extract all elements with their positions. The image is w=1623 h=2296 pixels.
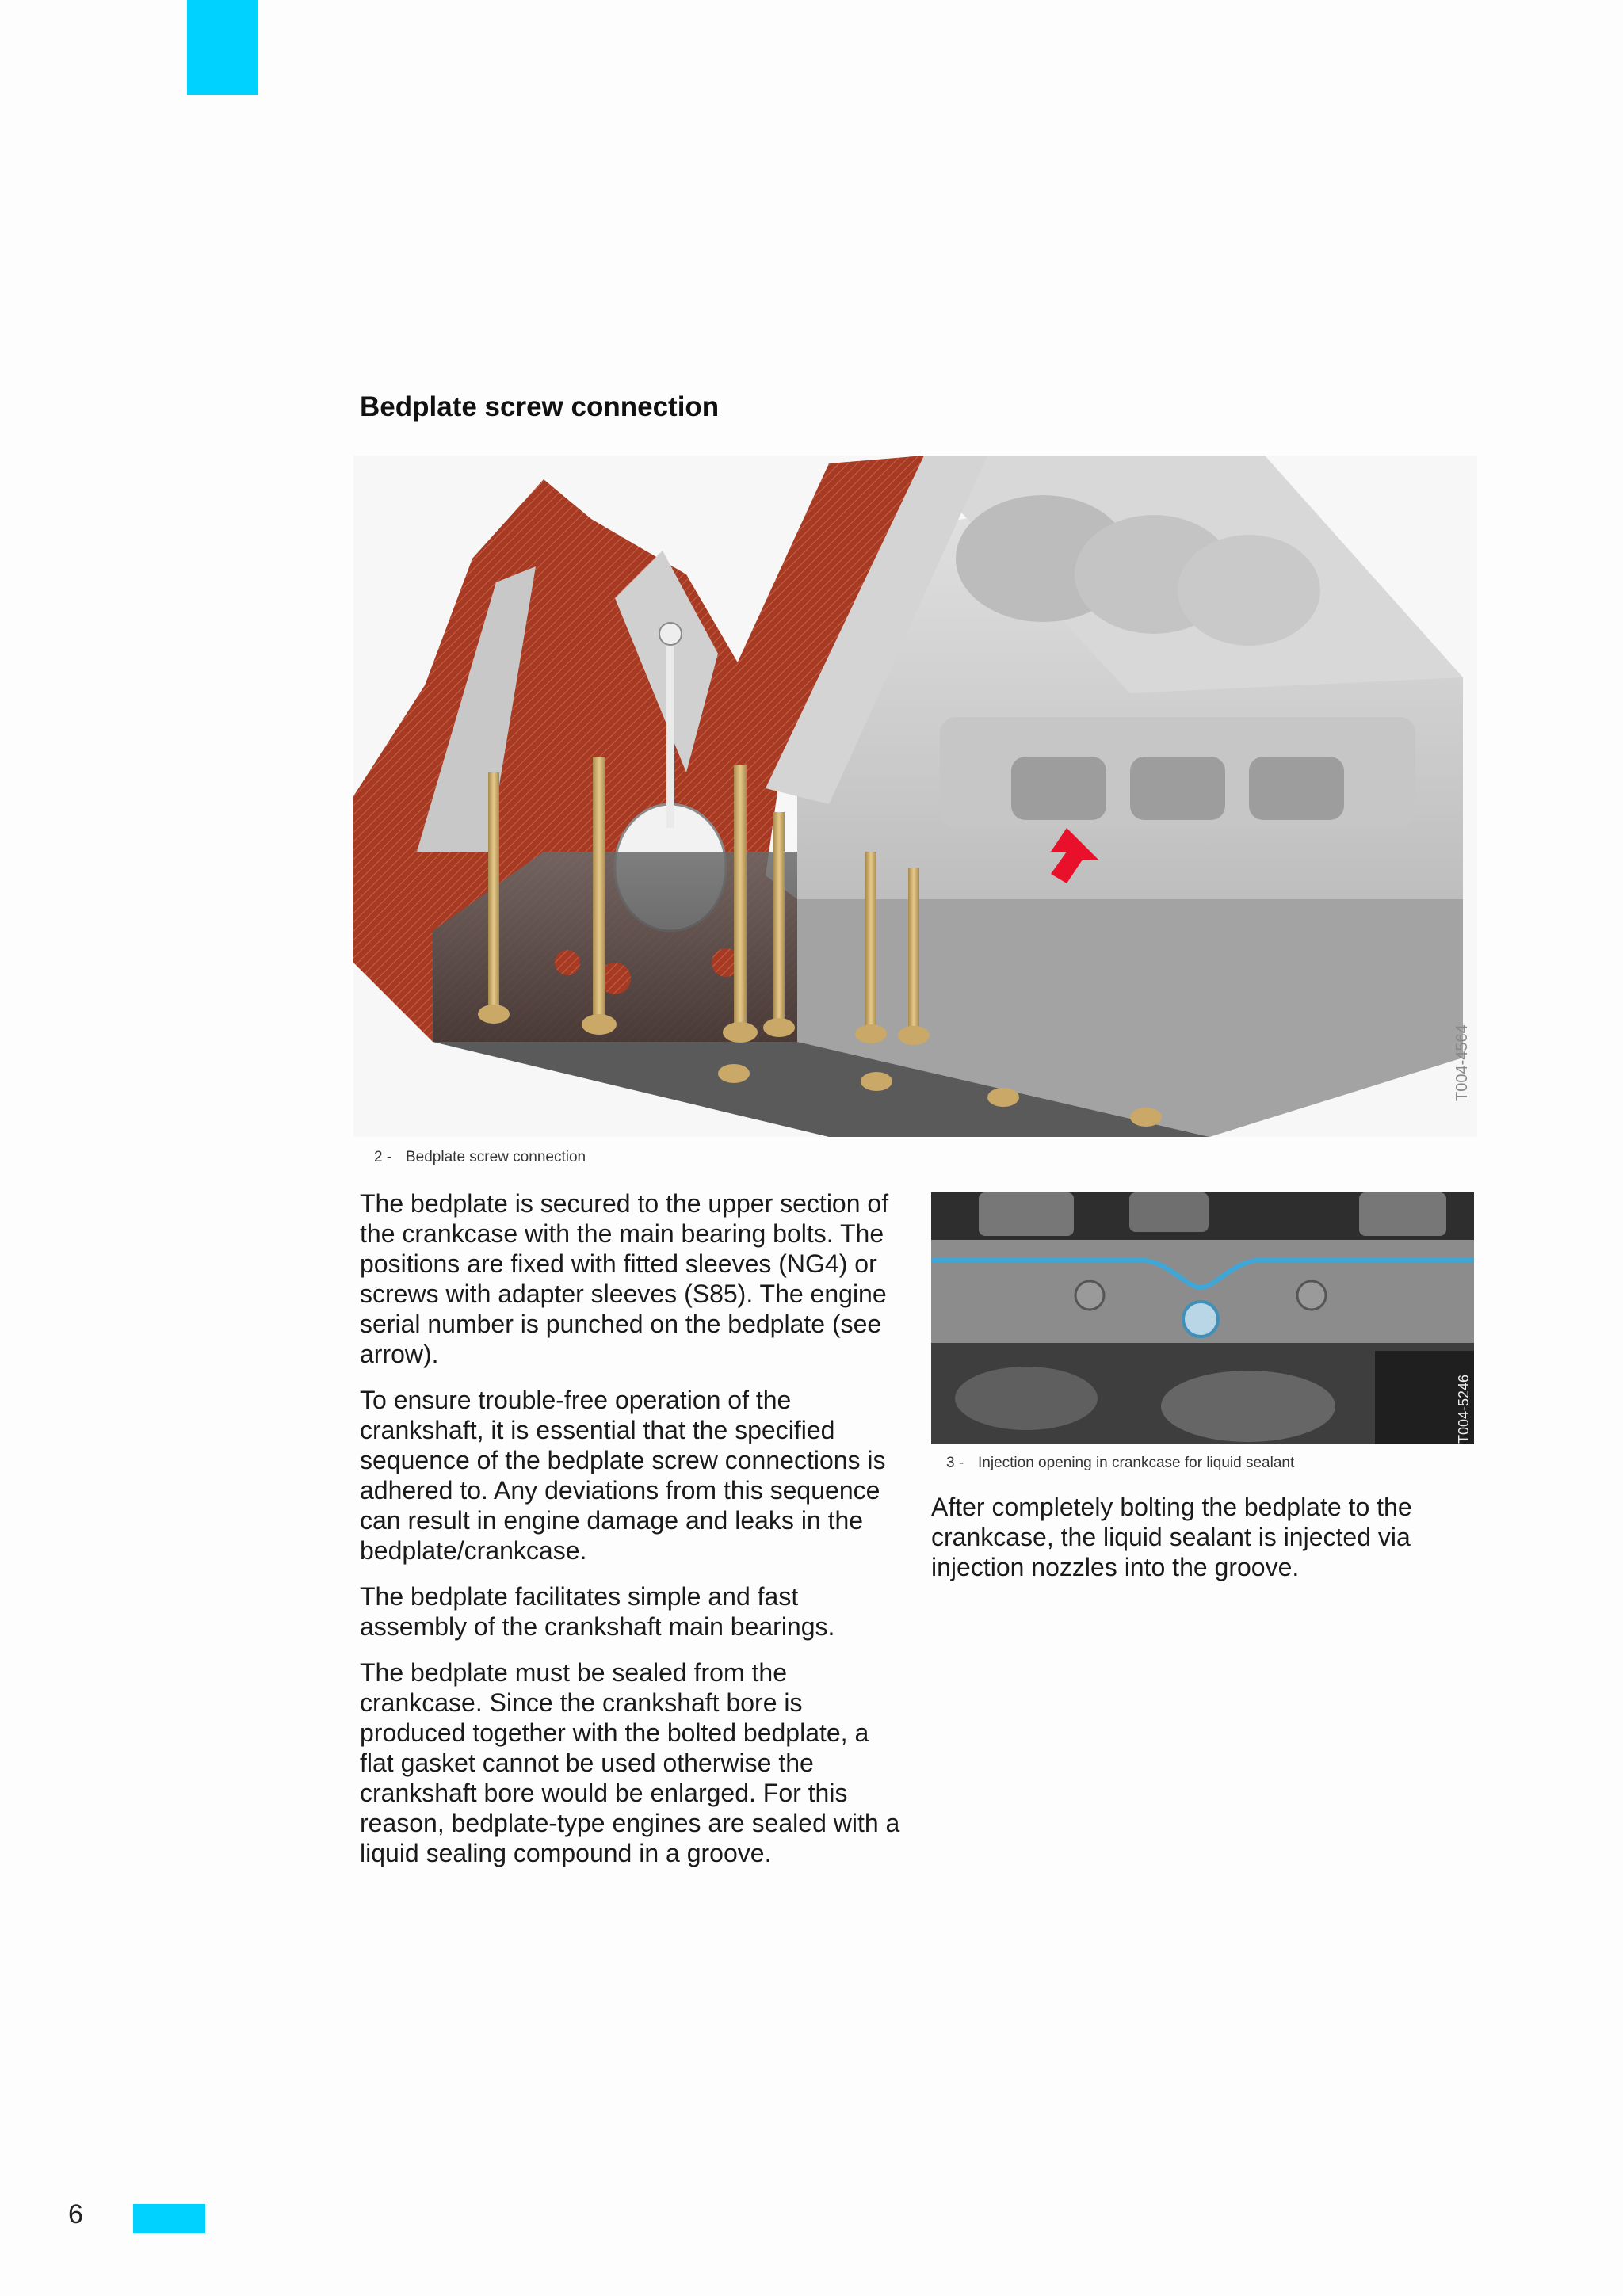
paragraph: To ensure trouble-free operation of the crankshaft, it is essential that the specified sequence of the bedplate screw connections is adhered to. Any deviations from this sequence can result in engine damage and leaks in the bedplate/crankcase. [360, 1386, 886, 1565]
figure-code: T004-5246 [1456, 1374, 1472, 1444]
figure-caption [374, 1149, 586, 1166]
figure-caption-text: Bedplate screw connection [406, 1149, 586, 1165]
figure-caption [946, 1455, 1294, 1472]
figure-code: T004-4564 [1453, 1024, 1471, 1101]
section-title: Bedplate screw connection [360, 391, 720, 422]
figure-caption-number: 3 - [946, 1455, 964, 1471]
accent-bar-bottom [133, 2204, 205, 2233]
sealant-injection-photo [931, 1192, 1474, 1444]
accent-bar-top [187, 0, 258, 95]
paragraph: The bedplate must be sealed from the crankcase. Since the crankshaft bore is produced together with the bolted bedplate, a flat gasket cannot be used otherwise the crankshaft bore would be enlarged. For this reason, bedplate-type engines are sealed with a liquid sealing compound in a groove. [360, 1658, 900, 1867]
page-number: 6 [68, 2199, 83, 2229]
paragraph: The bedplate facilitates simple and fast assembly of the crankshaft main bearings. [360, 1582, 835, 1641]
body-text-right [931, 1492, 1478, 1598]
body-text-left [360, 1188, 907, 1884]
figure-caption-text: Injection opening in crankcase for liquid sealant [978, 1455, 1295, 1471]
engine-block-illustration [353, 456, 1477, 1137]
paragraph: After completely bolting the bedplate to the crankcase, the liquid sealant is injected via injection nozzles into the groove. [931, 1493, 1412, 1581]
paragraph: The bedplate is secured to the upper section of the crankcase with the main bearing bolts. The positions are fixed with fitted sleeves (NG4) or screws with adapter sleeves (S85). The engine serial number is punched on the bedplate (see arrow). [360, 1189, 889, 1368]
figure-caption-number: 2 - [374, 1149, 392, 1165]
